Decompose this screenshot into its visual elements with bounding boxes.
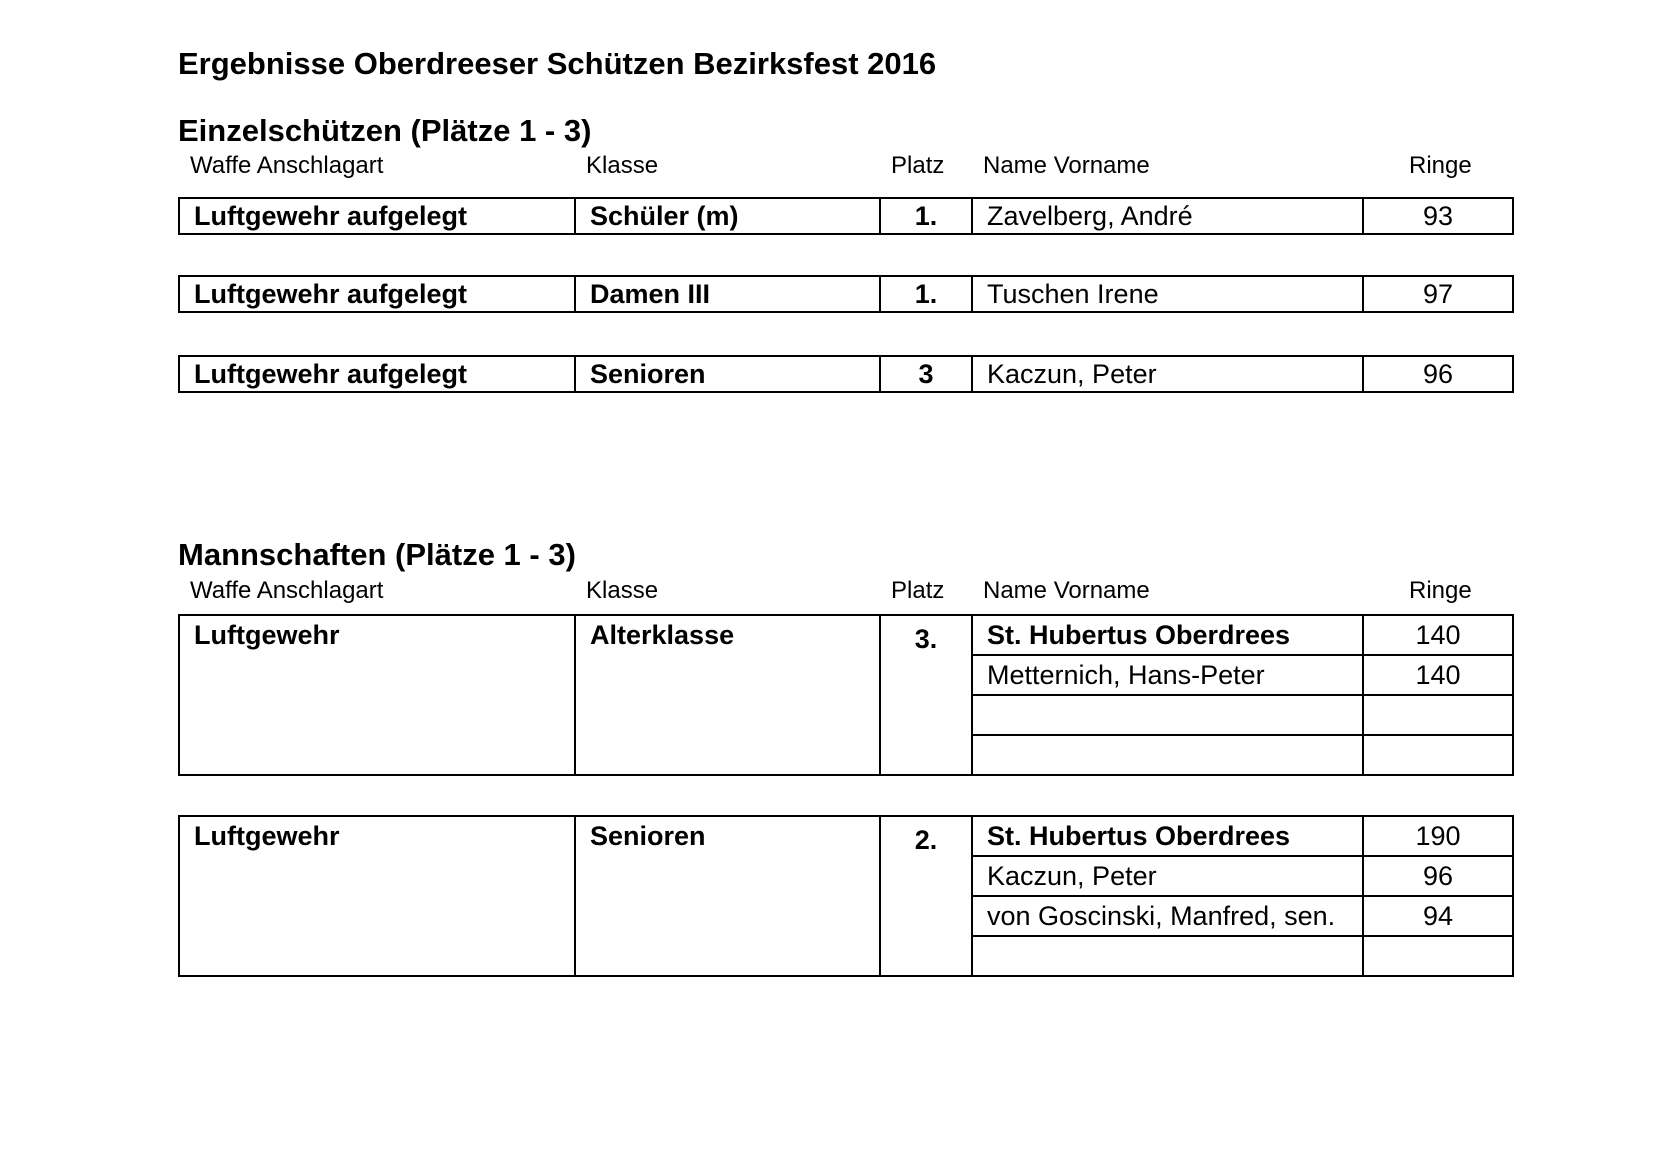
- member-ringe-cell: [1363, 735, 1513, 775]
- einzel-row-1: [178, 197, 1514, 235]
- header-platz: Platz: [891, 152, 945, 179]
- cell-platz: 3: [880, 356, 972, 392]
- cell-waffe: Luftgewehr: [179, 816, 575, 976]
- section-title-einzel: Einzelschützen (Plätze 1 - 3): [178, 113, 592, 148]
- team-name-cell: St. Hubertus Oberdrees: [972, 816, 1363, 856]
- member-name-cell: [972, 936, 1363, 976]
- einzel-row-3: [178, 355, 1514, 393]
- member-ringe-cell: [1363, 936, 1513, 976]
- header-ringe: Ringe: [1409, 152, 1472, 179]
- cell-name: Kaczun, Peter: [972, 356, 1363, 392]
- header-waffe: Waffe Anschlagart: [190, 577, 384, 604]
- cell-waffe: Luftgewehr aufgelegt: [179, 356, 575, 392]
- cell-klasse: Alterklasse: [575, 615, 880, 775]
- column-headers-mannschaften: [178, 577, 1510, 607]
- header-waffe: Waffe Anschlagart: [190, 152, 384, 179]
- header-ringe: Ringe: [1409, 577, 1472, 604]
- member-name-cell: [972, 695, 1363, 735]
- header-platz: Platz: [891, 577, 945, 604]
- team-table-2: [178, 815, 1514, 977]
- member-name-cell: von Goscinski, Manfred, sen.: [972, 896, 1363, 936]
- cell-platz: 1.: [880, 198, 972, 234]
- member-ringe-cell: 94: [1363, 896, 1513, 936]
- cell-platz: 1.: [880, 276, 972, 312]
- team-ringe-cell: 190: [1363, 816, 1513, 856]
- section-title-mannschaften: Mannschaften (Plätze 1 - 3): [178, 537, 576, 572]
- cell-waffe: Luftgewehr aufgelegt: [179, 198, 575, 234]
- member-name-cell: [972, 735, 1363, 775]
- cell-klasse: Senioren: [575, 816, 880, 976]
- header-name: Name Vorname: [983, 152, 1150, 179]
- cell-ringe: 97: [1363, 276, 1513, 312]
- member-ringe-cell: 140: [1363, 655, 1513, 695]
- cell-klasse: Damen III: [575, 276, 880, 312]
- member-name-cell: Kaczun, Peter: [972, 856, 1363, 896]
- cell-platz: 3.: [880, 615, 972, 775]
- cell-name: Zavelberg, André: [972, 198, 1363, 234]
- header-klasse: Klasse: [586, 577, 659, 604]
- team-ringe-cell: 140: [1363, 615, 1513, 655]
- cell-platz: 2.: [880, 816, 972, 976]
- cell-waffe: Luftgewehr: [179, 615, 575, 775]
- column-headers-einzel: [178, 152, 1510, 182]
- cell-klasse: Senioren: [575, 356, 880, 392]
- einzel-row-2: [178, 275, 1514, 313]
- cell-ringe: 96: [1363, 356, 1513, 392]
- cell-waffe: Luftgewehr aufgelegt: [179, 276, 575, 312]
- team-table-1: [178, 614, 1514, 776]
- cell-klasse: Schüler (m): [575, 198, 880, 234]
- member-ringe-cell: [1363, 695, 1513, 735]
- cell-ringe: 93: [1363, 198, 1513, 234]
- header-name: Name Vorname: [983, 577, 1150, 604]
- header-klasse: Klasse: [586, 152, 659, 179]
- team-name-cell: St. Hubertus Oberdrees: [972, 615, 1363, 655]
- member-ringe-cell: 96: [1363, 856, 1513, 896]
- cell-name: Tuschen Irene: [972, 276, 1363, 312]
- member-name-cell: Metternich, Hans-Peter: [972, 655, 1363, 695]
- document-title: Ergebnisse Oberdreeser Schützen Bezirksfest 2016: [178, 46, 937, 81]
